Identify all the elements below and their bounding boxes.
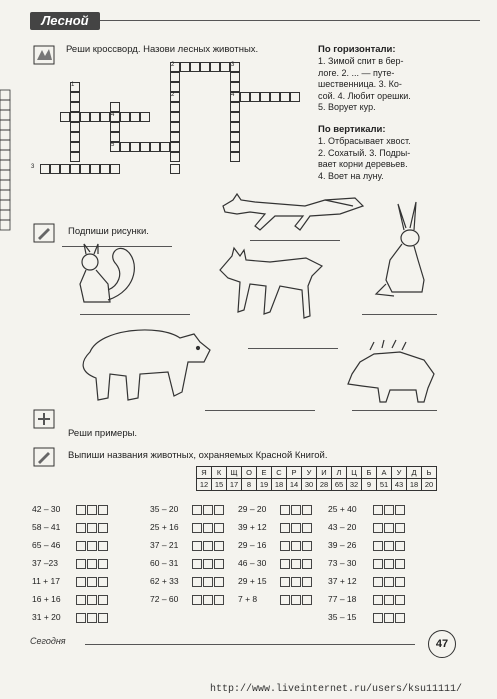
code-letter: Я bbox=[197, 467, 212, 479]
example-expression: 11 + 17 bbox=[32, 576, 60, 586]
answer-line[interactable] bbox=[80, 314, 190, 315]
answer-box[interactable] bbox=[373, 505, 383, 515]
example-expression: 37 + 12 bbox=[328, 576, 357, 586]
crossword-cell[interactable] bbox=[190, 62, 200, 72]
answer-boxes[interactable] bbox=[373, 595, 406, 605]
math-icon bbox=[32, 408, 56, 430]
answer-boxes[interactable] bbox=[373, 505, 406, 515]
workbook-page: Лесной Реши кроссворд. Назови лесных животных. 2 3 1 2 4 4 5 3 По горизонтали: 1. Зимой спит в бер- логе. 2. ... — путе- шественница. 3. Ко- сой. 4. Любит орешки. 5. Ворует кур. По вертикали: 1. Отбрасывает хвост. 2. Сохатый. 3. Подры- вает корни деревьев. 4. Воет на луну. Подпиши рисунки. Реши примеры. Выпиши названия животных, охраняемых Красной Книгой. Я К Щ О Е С Р У И Л Ц Б А У Д Ь 12 15 17 8 19 18 14 30 28 65 32 9 51 43 18 20 42 – 30 58 – 41 65 – 46 37 –23 11 + 17 16 + 16 31 + 20 35 – 20 25 + 16 37 – 21 60 – 31 62 + 33 72 – 60 29 – 20 39 + 12 29 – 16 46 – 30 29 + 15 7 + 8 25 + 40 43 – 20 39 – 26 73 – 30 37 + 12 77 – 18 35 – 15 Сегодня 47 http://www.liveinternet.ru/users/ksu11111/ bbox=[0, 0, 497, 699]
answer-box[interactable] bbox=[87, 505, 97, 515]
crossword-cell[interactable] bbox=[90, 164, 100, 174]
clue-line: 5. Ворует кур. bbox=[318, 102, 376, 112]
page-number: 47 bbox=[428, 630, 456, 658]
crossword-cell[interactable] bbox=[230, 142, 240, 152]
answer-boxes[interactable] bbox=[373, 541, 406, 551]
crossword-cell[interactable] bbox=[40, 164, 50, 174]
crossword-cell[interactable] bbox=[90, 112, 100, 122]
crossword-cell[interactable] bbox=[110, 102, 120, 112]
answer-box[interactable] bbox=[280, 595, 290, 605]
answer-boxes[interactable] bbox=[76, 541, 109, 551]
crossword-cell[interactable] bbox=[170, 122, 180, 132]
crossword-cell[interactable] bbox=[50, 164, 60, 174]
answer-box[interactable] bbox=[291, 541, 301, 551]
answer-box[interactable] bbox=[98, 577, 108, 587]
crossword-cell[interactable] bbox=[80, 164, 90, 174]
crossword-cell[interactable] bbox=[240, 92, 250, 102]
code-number: 43 bbox=[392, 479, 407, 491]
answer-box[interactable] bbox=[76, 613, 86, 623]
answer-box[interactable] bbox=[280, 577, 290, 587]
answer-box[interactable] bbox=[395, 613, 405, 623]
example-expression: 25 + 40 bbox=[328, 504, 357, 514]
answer-box[interactable] bbox=[384, 595, 394, 605]
examples-task: Реши примеры. bbox=[68, 428, 138, 439]
answer-line[interactable] bbox=[362, 314, 437, 315]
answer-box[interactable] bbox=[280, 505, 290, 515]
example-expression: 58 – 41 bbox=[32, 522, 61, 532]
crossword-cell[interactable] bbox=[70, 92, 80, 102]
answer-box[interactable] bbox=[214, 595, 224, 605]
example-expression: 65 – 46 bbox=[32, 540, 61, 550]
crossword-cell[interactable] bbox=[110, 122, 120, 132]
answer-box[interactable] bbox=[373, 523, 383, 533]
code-letter: Е bbox=[257, 467, 272, 479]
answer-box[interactable] bbox=[76, 523, 86, 533]
clue-line: 1. Отбрасывает хвост. bbox=[318, 136, 411, 146]
watermark-url: http://www.liveinternet.ru/users/ksu11111/ bbox=[210, 684, 463, 695]
code-letter: С bbox=[272, 467, 287, 479]
answer-box[interactable] bbox=[98, 541, 108, 551]
answer-box[interactable] bbox=[384, 613, 394, 623]
code-number: 28 bbox=[317, 479, 332, 491]
example-expression: 7 + 8 bbox=[238, 594, 258, 604]
wolf-illustration bbox=[210, 246, 325, 326]
code-letter: Д bbox=[407, 467, 422, 479]
code-number: 12 bbox=[197, 479, 212, 491]
answer-boxes[interactable] bbox=[76, 613, 109, 623]
crossword-cell[interactable] bbox=[180, 62, 190, 72]
crossword-cell[interactable] bbox=[230, 132, 240, 142]
answer-box[interactable] bbox=[291, 505, 301, 515]
answer-box[interactable] bbox=[291, 523, 301, 533]
crossword-cell[interactable] bbox=[230, 82, 240, 92]
answer-boxes[interactable] bbox=[280, 595, 313, 605]
answer-boxes[interactable] bbox=[192, 559, 225, 569]
answer-boxes[interactable] bbox=[76, 595, 109, 605]
answer-box[interactable] bbox=[280, 559, 290, 569]
crossword-cell[interactable] bbox=[140, 142, 150, 152]
answer-boxes[interactable] bbox=[373, 559, 406, 569]
example-expression: 73 – 30 bbox=[328, 558, 357, 568]
answer-box[interactable] bbox=[214, 559, 224, 569]
example-expression: 29 + 15 bbox=[238, 576, 267, 586]
answer-boxes[interactable] bbox=[280, 577, 313, 587]
answer-box[interactable] bbox=[87, 577, 97, 587]
answer-box[interactable] bbox=[87, 523, 97, 533]
answer-boxes[interactable] bbox=[76, 505, 109, 515]
answer-box[interactable] bbox=[384, 523, 394, 533]
example-expression: 37 – 21 bbox=[150, 540, 179, 550]
crossword-cell[interactable] bbox=[230, 72, 240, 82]
answer-box[interactable] bbox=[192, 577, 202, 587]
crossword-cell[interactable] bbox=[200, 62, 210, 72]
code-letter: Щ bbox=[227, 467, 242, 479]
answer-box[interactable] bbox=[302, 523, 312, 533]
crossword-cell[interactable] bbox=[70, 102, 80, 112]
example-expression: 37 –23 bbox=[32, 558, 58, 568]
answer-box[interactable] bbox=[373, 595, 383, 605]
crossword-cell[interactable] bbox=[170, 102, 180, 112]
answer-box[interactable] bbox=[395, 559, 405, 569]
code-number: 15 bbox=[212, 479, 227, 491]
answer-box[interactable] bbox=[291, 595, 301, 605]
clue-line: сой. 4. Любит орешки. bbox=[318, 90, 411, 101]
answer-box[interactable] bbox=[302, 559, 312, 569]
footer-label: Сегодня bbox=[30, 636, 66, 646]
down-title: По вертикали: bbox=[318, 124, 386, 135]
code-letter: У bbox=[392, 467, 407, 479]
neighbor-page-fragment bbox=[0, 70, 16, 240]
code-number: 19 bbox=[257, 479, 272, 491]
answer-box[interactable] bbox=[384, 559, 394, 569]
example-expression: 39 – 26 bbox=[328, 540, 357, 550]
crossword-cell[interactable] bbox=[170, 112, 180, 122]
answer-box[interactable] bbox=[214, 577, 224, 587]
crossword-cell[interactable] bbox=[150, 142, 160, 152]
crossword-cell[interactable] bbox=[70, 142, 80, 152]
crossword-cell[interactable] bbox=[290, 92, 300, 102]
answer-box[interactable] bbox=[203, 523, 213, 533]
example-expression: 35 – 15 bbox=[328, 612, 357, 622]
answer-box[interactable] bbox=[87, 559, 97, 569]
crossword-cell[interactable] bbox=[280, 92, 290, 102]
crossword-icon bbox=[32, 44, 56, 66]
crossword-cell[interactable] bbox=[230, 152, 240, 162]
answer-boxes[interactable] bbox=[280, 505, 313, 515]
answer-line[interactable] bbox=[205, 410, 315, 411]
answer-box[interactable] bbox=[203, 505, 213, 515]
answer-box[interactable] bbox=[373, 577, 383, 587]
answer-box[interactable] bbox=[76, 595, 86, 605]
answer-box[interactable] bbox=[214, 523, 224, 533]
answer-boxes[interactable] bbox=[280, 559, 313, 569]
answer-box[interactable] bbox=[203, 559, 213, 569]
example-expression: 72 – 60 bbox=[150, 594, 179, 604]
answer-boxes[interactable] bbox=[192, 523, 225, 533]
footer-line[interactable] bbox=[85, 644, 415, 645]
answer-box[interactable] bbox=[280, 523, 290, 533]
answer-box[interactable] bbox=[280, 541, 290, 551]
example-expression: 46 – 30 bbox=[238, 558, 267, 568]
answer-boxes[interactable] bbox=[192, 541, 225, 551]
clue-line: 2. Сохатый. 3. Подры- bbox=[318, 147, 411, 158]
example-expression: 42 – 30 bbox=[32, 504, 61, 514]
crossword-cell[interactable] bbox=[70, 112, 80, 122]
crossword-cell[interactable] bbox=[100, 112, 110, 122]
example-expression: 16 + 16 bbox=[32, 594, 61, 604]
clue-line: 4. Воет на луну. bbox=[318, 170, 384, 181]
example-expression: 77 – 18 bbox=[328, 594, 357, 604]
answer-boxes[interactable] bbox=[280, 541, 313, 551]
red-book-task: Выпиши названия животных, охраняемых Красной Книгой. bbox=[68, 450, 328, 461]
crossword-cell[interactable] bbox=[220, 62, 230, 72]
answer-box[interactable] bbox=[98, 523, 108, 533]
example-expression: 29 – 20 bbox=[238, 504, 267, 514]
answer-box[interactable] bbox=[192, 559, 202, 569]
answer-boxes[interactable] bbox=[76, 577, 109, 587]
hare-illustration bbox=[372, 200, 440, 300]
answer-box[interactable] bbox=[302, 541, 312, 551]
crossword-cell[interactable] bbox=[160, 142, 170, 152]
example-expression: 29 – 16 bbox=[238, 540, 267, 550]
crossword-cell[interactable] bbox=[120, 142, 130, 152]
code-number: 18 bbox=[407, 479, 422, 491]
answer-box[interactable] bbox=[395, 505, 405, 515]
crossword-cell[interactable] bbox=[100, 164, 110, 174]
example-expression: 31 + 20 bbox=[32, 612, 61, 622]
answer-box[interactable] bbox=[395, 523, 405, 533]
answer-box[interactable] bbox=[98, 595, 108, 605]
answer-box[interactable] bbox=[373, 613, 383, 623]
code-letter: Ь bbox=[422, 467, 437, 479]
pencil-icon bbox=[32, 446, 56, 468]
section-title: Лесной bbox=[30, 12, 100, 30]
code-letter: К bbox=[212, 467, 227, 479]
crossword-cell[interactable] bbox=[60, 112, 70, 122]
clue-line: шественница. 3. Ко- bbox=[318, 79, 402, 89]
answer-line[interactable] bbox=[248, 348, 338, 349]
answer-box[interactable] bbox=[214, 541, 224, 551]
answer-box[interactable] bbox=[302, 505, 312, 515]
crossword-cell[interactable] bbox=[170, 132, 180, 142]
code-number: 20 bbox=[422, 479, 437, 491]
crossword-cell[interactable] bbox=[210, 62, 220, 72]
answer-box[interactable] bbox=[76, 505, 86, 515]
pencil-icon bbox=[32, 222, 56, 244]
crossword-cell[interactable] bbox=[70, 122, 80, 132]
crossword-cell[interactable] bbox=[230, 122, 240, 132]
clue-line: вает корни деревьев. bbox=[318, 159, 408, 169]
code-numbers-row bbox=[197, 479, 437, 491]
answer-box[interactable] bbox=[203, 577, 213, 587]
code-number: 9 bbox=[362, 479, 377, 491]
answer-box[interactable] bbox=[203, 541, 213, 551]
crossword-cell[interactable] bbox=[170, 82, 180, 92]
crossword-cell[interactable] bbox=[130, 142, 140, 152]
boar-illustration bbox=[340, 338, 440, 408]
code-number: 32 bbox=[347, 479, 362, 491]
answer-box[interactable] bbox=[395, 541, 405, 551]
answer-boxes[interactable] bbox=[373, 613, 406, 623]
answer-box[interactable] bbox=[302, 577, 312, 587]
answer-box[interactable] bbox=[87, 541, 97, 551]
code-number: 17 bbox=[227, 479, 242, 491]
answer-box[interactable] bbox=[291, 559, 301, 569]
answer-box[interactable] bbox=[214, 505, 224, 515]
example-expression: 25 + 16 bbox=[150, 522, 179, 532]
code-letter: Р bbox=[287, 467, 302, 479]
label-task: Подпиши рисунки. bbox=[68, 226, 149, 237]
answer-box[interactable] bbox=[192, 523, 202, 533]
crossword-cell[interactable] bbox=[80, 112, 90, 122]
code-number: 51 bbox=[377, 479, 392, 491]
answer-boxes[interactable] bbox=[192, 577, 225, 587]
example-expression: 43 – 20 bbox=[328, 522, 357, 532]
example-expression: 35 – 20 bbox=[150, 504, 179, 514]
crossword-cell[interactable] bbox=[170, 142, 180, 152]
code-letter: И bbox=[317, 467, 332, 479]
crossword-cell[interactable] bbox=[60, 164, 70, 174]
answer-box[interactable] bbox=[192, 541, 202, 551]
crossword-cell[interactable] bbox=[70, 164, 80, 174]
code-number: 8 bbox=[242, 479, 257, 491]
code-number: 18 bbox=[272, 479, 287, 491]
crossword-cell[interactable] bbox=[170, 164, 180, 174]
squirrel-illustration bbox=[68, 240, 143, 308]
crossword-cell[interactable] bbox=[230, 102, 240, 112]
code-number: 30 bbox=[302, 479, 317, 491]
bear-illustration bbox=[70, 322, 215, 406]
answer-boxes[interactable] bbox=[76, 559, 109, 569]
clue-line: логе. 2. ... — путе- bbox=[318, 67, 395, 78]
answer-box[interactable] bbox=[373, 541, 383, 551]
down-clues bbox=[318, 136, 411, 182]
crossword-cell[interactable] bbox=[70, 152, 80, 162]
answer-boxes[interactable] bbox=[280, 523, 313, 533]
answer-box[interactable] bbox=[76, 577, 86, 587]
crossword-cell[interactable] bbox=[260, 92, 270, 102]
code-number: 65 bbox=[332, 479, 347, 491]
clue-line: 1. Зимой спит в бер- bbox=[318, 56, 404, 66]
header-divider bbox=[100, 20, 480, 21]
crossword-cell[interactable] bbox=[130, 112, 140, 122]
example-expression: 60 – 31 bbox=[150, 558, 179, 568]
answer-box[interactable] bbox=[384, 541, 394, 551]
crossword-cell[interactable] bbox=[140, 112, 150, 122]
answer-boxes[interactable] bbox=[373, 577, 406, 587]
answer-box[interactable] bbox=[98, 559, 108, 569]
example-expression: 39 + 12 bbox=[238, 522, 267, 532]
crossword-cell[interactable] bbox=[120, 112, 130, 122]
crossword-cell[interactable] bbox=[250, 92, 260, 102]
answer-box[interactable] bbox=[291, 577, 301, 587]
answer-box[interactable] bbox=[76, 559, 86, 569]
answer-boxes[interactable] bbox=[373, 523, 406, 533]
crossword-cell[interactable] bbox=[70, 132, 80, 142]
answer-box[interactable] bbox=[203, 595, 213, 605]
answer-box[interactable] bbox=[98, 613, 108, 623]
answer-line[interactable] bbox=[352, 410, 437, 411]
example-expression: 62 + 33 bbox=[150, 576, 179, 586]
answer-box[interactable] bbox=[373, 559, 383, 569]
answer-boxes[interactable] bbox=[192, 505, 225, 515]
across-clues bbox=[318, 56, 411, 114]
code-letter: О bbox=[242, 467, 257, 479]
across-title: По горизонтали: bbox=[318, 44, 396, 55]
answer-box[interactable] bbox=[192, 505, 202, 515]
code-letter: А bbox=[377, 467, 392, 479]
crossword-task: Реши кроссворд. Назови лесных животных. bbox=[66, 44, 259, 55]
answer-box[interactable] bbox=[192, 595, 202, 605]
answer-box[interactable] bbox=[395, 595, 405, 605]
answer-box[interactable] bbox=[87, 613, 97, 623]
crossword-cell[interactable] bbox=[230, 112, 240, 122]
answer-box[interactable] bbox=[302, 595, 312, 605]
fox-illustration bbox=[215, 186, 365, 241]
answer-box[interactable] bbox=[76, 541, 86, 551]
crossword-cell[interactable] bbox=[110, 132, 120, 142]
answer-boxes[interactable] bbox=[192, 595, 225, 605]
answer-box[interactable] bbox=[87, 595, 97, 605]
letter-code-table bbox=[196, 466, 437, 491]
code-letter: У bbox=[302, 467, 317, 479]
answer-box[interactable] bbox=[395, 577, 405, 587]
code-letter: Б bbox=[362, 467, 377, 479]
code-letter: Ц bbox=[347, 467, 362, 479]
answer-box[interactable] bbox=[384, 577, 394, 587]
crossword-cell[interactable] bbox=[270, 92, 280, 102]
crossword-cell[interactable] bbox=[170, 152, 180, 162]
code-number: 14 bbox=[287, 479, 302, 491]
crossword-cell[interactable] bbox=[110, 164, 120, 174]
answer-box[interactable] bbox=[384, 505, 394, 515]
answer-boxes[interactable] bbox=[76, 523, 109, 533]
crossword-cell[interactable] bbox=[170, 72, 180, 82]
code-letter: Л bbox=[332, 467, 347, 479]
code-letters-row bbox=[197, 467, 437, 479]
answer-box[interactable] bbox=[98, 505, 108, 515]
